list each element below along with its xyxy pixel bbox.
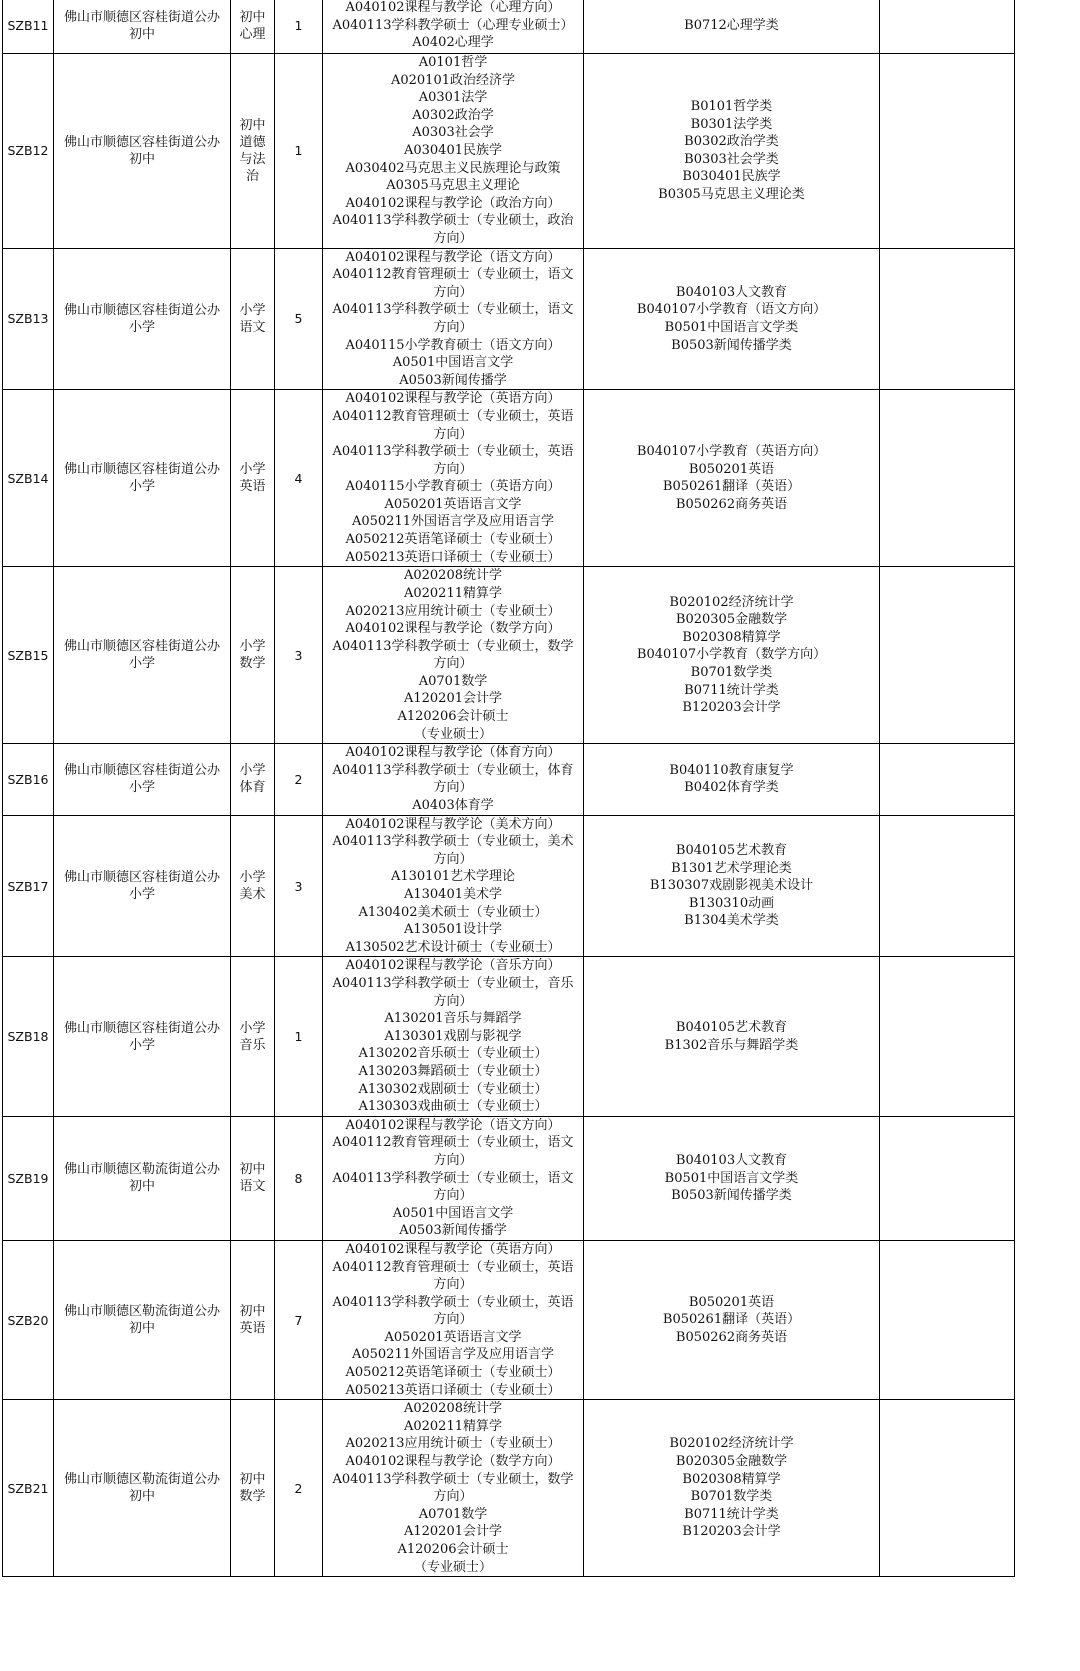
cell-line: B040103人文教育 — [675, 1152, 788, 1168]
cell-line: B040107小学教育（数学方向） — [636, 647, 827, 663]
cell-line: A0503新闻传播学 — [399, 1223, 507, 1239]
remarks-cell — [880, 567, 1015, 744]
cell-line: 佛山市顺德区勒流街道公办 — [63, 1162, 220, 1178]
cell-line: A0301法学 — [418, 90, 488, 106]
remarks-cell — [880, 957, 1015, 1116]
cell-line: A130203舞蹈硕士（专业硕士） — [358, 1063, 548, 1079]
cell-line: 小学 — [128, 1037, 155, 1053]
cell-line: B120203会计学 — [682, 700, 781, 716]
cell-line: B040107小学教育（语文方向） — [636, 302, 827, 318]
cell-line: B0402体育学类 — [684, 780, 779, 796]
cell-line: A0501中国语言文学 — [392, 355, 514, 371]
cell-line: A040102课程与教学论（心理方向） — [345, 0, 561, 16]
table-row — [3, 248, 1015, 390]
position-code-cell: SZB12 — [3, 54, 54, 249]
employer-cell — [54, 248, 231, 390]
cell-line: 数学 — [239, 656, 266, 672]
cell-line: B020102经济统计学 — [669, 1436, 794, 1452]
graduate-majors-cell — [323, 567, 584, 744]
cell-line: A050213英语口译硕士（专业硕士） — [345, 549, 561, 565]
cell-line: 小学 — [239, 639, 266, 655]
cell-line: 心理 — [239, 26, 266, 42]
cell-line: B0305马克思主义理论类 — [658, 186, 805, 202]
remarks-cell — [880, 744, 1015, 815]
cell-line: A040102课程与教学论（数学方向） — [345, 621, 561, 637]
cell-line: B020308精算学 — [682, 629, 781, 645]
employer-cell — [54, 390, 231, 567]
cell-line: A040113学科教学硕士（心理专业硕士） — [332, 17, 574, 33]
cell-line: A030402马克思主义民族理论与政策 — [345, 160, 561, 176]
cell-line: A0503新闻传播学 — [399, 372, 507, 388]
cell-line: 初中 — [239, 117, 266, 133]
position-code-cell: SZB13 — [3, 248, 54, 390]
cell-line: B050261翻译（英语） — [662, 479, 801, 495]
undergraduate-majors-cell — [584, 1116, 880, 1240]
cell-line: B040105艺术教育 — [675, 843, 788, 859]
table-row — [3, 1240, 1015, 1399]
graduate-majors-cell — [323, 957, 584, 1116]
cell-line: A050211外国语言学及应用语言学 — [351, 514, 554, 530]
graduate-majors-cell — [323, 1240, 584, 1399]
cell-line: A120201会计学 — [403, 1524, 502, 1540]
remarks-cell — [880, 54, 1015, 249]
cell-line: 佛山市顺德区容桂街道公办 — [63, 134, 220, 150]
cell-line: B020305金融数学 — [675, 1454, 788, 1470]
cell-line: B050201英语 — [688, 1294, 775, 1310]
graduate-majors-cell — [323, 744, 584, 815]
cell-line: 佛山市顺德区容桂街道公办 — [63, 1020, 220, 1036]
cell-line: A040113学科教学硕士（专业硕士，语文 — [332, 1170, 574, 1186]
cell-line: 小学 — [239, 462, 266, 478]
cell-line: A040102课程与教学论（体育方向） — [345, 745, 561, 761]
cell-line: B040103人文教育 — [675, 284, 788, 300]
cell-line: B0712心理学类 — [684, 17, 779, 33]
cell-line: 方向） — [433, 426, 473, 442]
cell-line: B020305金融数学 — [675, 612, 788, 628]
cell-line: 初中 — [128, 1321, 155, 1337]
cell-line: A0302政治学 — [412, 107, 494, 123]
remarks-cell — [880, 390, 1015, 567]
cell-line: B0101哲学类 — [690, 98, 773, 114]
position-code-cell: SZB21 — [3, 1400, 54, 1577]
cell-line: A050213英语口译硕士（专业硕士） — [345, 1382, 561, 1398]
cell-line: B040110教育康复学 — [669, 762, 794, 778]
subject-cell — [231, 248, 275, 390]
undergraduate-majors-cell — [584, 54, 880, 249]
cell-line: A020208统计学 — [403, 1401, 502, 1417]
cell-line: A040112教育管理硕士（专业硕士，英语 — [332, 1259, 574, 1275]
cell-line: B0501中国语言文学类 — [664, 1170, 799, 1186]
cell-line: A040115小学教育硕士（语文方向） — [345, 337, 561, 353]
cell-line: A040113学科教学硕士（专业硕士，英语 — [332, 1294, 574, 1310]
cell-line: B0503新闻传播学类 — [671, 1188, 792, 1204]
position-code-cell: SZB20 — [3, 1240, 54, 1399]
cell-line: A040113学科教学硕士（专业硕士，数学 — [332, 638, 574, 654]
subject-cell — [231, 54, 275, 249]
employer-cell — [54, 815, 231, 957]
cell-line: 方向） — [433, 993, 473, 1009]
table-body — [3, 0, 1015, 1577]
cell-line: A040102课程与教学论（语文方向） — [345, 249, 561, 265]
subject-cell — [231, 567, 275, 744]
cell-line: 初中 — [128, 151, 155, 167]
cell-line: A040102课程与教学论（数学方向） — [345, 1454, 561, 1470]
cell-line: B040105艺术教育 — [675, 1019, 788, 1035]
cell-line: A030401民族学 — [403, 142, 502, 158]
headcount-cell: 1 — [275, 0, 323, 54]
cell-line: 美术 — [239, 887, 266, 903]
cell-line: B1304美术学类 — [684, 913, 779, 929]
cell-line: 小学 — [239, 763, 266, 779]
table-row — [3, 1400, 1015, 1577]
headcount-cell: 2 — [275, 744, 323, 815]
cell-line: A0305马克思主义理论 — [386, 178, 520, 194]
cell-line: A040102课程与教学论（语文方向） — [345, 1117, 561, 1133]
cell-line: A130401美术学 — [403, 887, 502, 903]
cell-line: A120206会计硕士 — [397, 1542, 509, 1558]
cell-line: A050201英语语言文学 — [384, 1329, 522, 1345]
graduate-majors-cell — [323, 390, 584, 567]
cell-line: A050201英语语言文学 — [384, 496, 522, 512]
cell-line: 小学 — [239, 870, 266, 886]
cell-line: B020308精算学 — [682, 1471, 781, 1487]
cell-line: A040113学科教学硕士（专业硕士，政治 — [332, 213, 574, 229]
cell-line: 佛山市顺德区容桂街道公办 — [63, 870, 220, 886]
cell-line: B050262商务英语 — [675, 496, 788, 512]
cell-line: 方向） — [433, 319, 473, 335]
cell-line: 与法 — [239, 151, 266, 167]
table-row — [3, 957, 1015, 1116]
cell-line: 佛山市顺德区勒流街道公办 — [63, 1472, 220, 1488]
cell-line: A040112教育管理硕士（专业硕士，语文 — [332, 267, 574, 283]
cell-line: 方向） — [433, 1277, 473, 1293]
cell-line: A130402美术硕士（专业硕士） — [358, 904, 548, 920]
cell-line: B0302政治学类 — [684, 134, 779, 150]
cell-line: A040113学科教学硕士（专业硕士，美术 — [332, 834, 574, 850]
cell-line: B0303社会学类 — [684, 151, 779, 167]
cell-line: B040107小学教育（英语方向） — [636, 444, 827, 460]
cell-line: 初中 — [128, 1179, 155, 1195]
position-code-cell: SZB14 — [3, 390, 54, 567]
cell-line: 方向） — [433, 230, 473, 246]
cell-line: 小学 — [128, 780, 155, 796]
cell-line: B130310动画 — [688, 895, 775, 911]
employer-cell — [54, 957, 231, 1116]
table-row — [3, 390, 1015, 567]
cell-line: B0701数学类 — [690, 665, 773, 681]
remarks-cell — [880, 815, 1015, 957]
headcount-cell: 4 — [275, 390, 323, 567]
cell-line: A040102课程与教学论（音乐方向） — [345, 958, 561, 974]
subject-cell — [231, 744, 275, 815]
employer-cell — [54, 744, 231, 815]
remarks-cell — [880, 1240, 1015, 1399]
cell-line: A050212英语笔译硕士（专业硕士） — [345, 1365, 561, 1381]
headcount-cell: 1 — [275, 957, 323, 1116]
subject-cell — [231, 1116, 275, 1240]
cell-line: A0403体育学 — [412, 798, 494, 814]
remarks-cell — [880, 1400, 1015, 1577]
cell-line: A0701数学 — [418, 1506, 488, 1522]
cell-line: B130307戏剧影视美术设计 — [649, 878, 814, 894]
cell-line: （专业硕士） — [413, 1559, 492, 1575]
cell-line: B030401民族学 — [682, 169, 781, 185]
cell-line: 语文 — [239, 319, 266, 335]
cell-line: 方向） — [433, 1188, 473, 1204]
cell-line: A0501中国语言文学 — [392, 1205, 514, 1221]
cell-line: A020213应用统计硕士（专业硕士） — [345, 1436, 561, 1452]
cell-line: A130502艺术设计硕士（专业硕士） — [345, 939, 561, 955]
cell-line: A120206会计硕士 — [397, 709, 509, 725]
remarks-cell — [880, 0, 1015, 54]
headcount-cell: 3 — [275, 567, 323, 744]
cell-line: 初中 — [239, 1162, 266, 1178]
cell-line: 初中 — [239, 1304, 266, 1320]
cell-line: A130101艺术学理论 — [390, 869, 515, 885]
cell-line: （专业硕士） — [413, 726, 492, 742]
table-row — [3, 815, 1015, 957]
table-row — [3, 567, 1015, 744]
table-row — [3, 54, 1015, 249]
cell-line: 初中 — [239, 1472, 266, 1488]
cell-line: A050211外国语言学及应用语言学 — [351, 1347, 554, 1363]
cell-line: A040102课程与教学论（英语方向） — [345, 1241, 561, 1257]
cell-line: A020211精算学 — [403, 1418, 502, 1434]
headcount-cell: 5 — [275, 248, 323, 390]
table-row — [3, 1116, 1015, 1240]
cell-line: 小学 — [128, 887, 155, 903]
cell-line: B050201英语 — [688, 461, 775, 477]
employer-cell — [54, 1400, 231, 1577]
cell-line: 小学 — [128, 319, 155, 335]
position-code-cell: SZB17 — [3, 815, 54, 957]
undergraduate-majors-cell — [584, 815, 880, 957]
cell-line: 治 — [245, 168, 259, 184]
cell-line: A130301戏剧与影视学 — [384, 1028, 522, 1044]
graduate-majors-cell — [323, 248, 584, 390]
cell-line: 佛山市顺德区勒流街道公办 — [63, 1304, 220, 1320]
undergraduate-majors-cell — [584, 1240, 880, 1399]
cell-line: 小学 — [239, 302, 266, 318]
cell-line: A130501设计学 — [403, 922, 502, 938]
position-code-cell: SZB11 — [3, 0, 54, 54]
graduate-majors-cell — [323, 1400, 584, 1577]
cell-line: B0711统计学类 — [684, 1506, 779, 1522]
cell-line: B050261翻译（英语） — [662, 1312, 801, 1328]
cell-line: A130201音乐与舞蹈学 — [384, 1011, 522, 1027]
employer-cell — [54, 0, 231, 54]
cell-line: 佛山市顺德区容桂街道公办 — [63, 462, 220, 478]
cell-line: A040113学科教学硕士（专业硕士，体育 — [332, 762, 574, 778]
cell-line: A040112教育管理硕士（专业硕士，语文 — [332, 1135, 574, 1151]
cell-line: A040113学科教学硕士（专业硕士，英语 — [332, 444, 574, 460]
cell-line: A050212英语笔译硕士（专业硕士） — [345, 532, 561, 548]
undergraduate-majors-cell — [584, 744, 880, 815]
cell-line: 初中 — [128, 1489, 155, 1505]
graduate-majors-cell — [323, 815, 584, 957]
employer-cell — [54, 54, 231, 249]
graduate-majors-cell — [323, 54, 584, 249]
headcount-cell: 2 — [275, 1400, 323, 1577]
cell-line: 方向） — [433, 656, 473, 672]
headcount-cell: 8 — [275, 1116, 323, 1240]
cell-line: A020213应用统计硕士（专业硕士） — [345, 603, 561, 619]
cell-line: 方向） — [433, 780, 473, 796]
cell-line: 方向） — [433, 284, 473, 300]
employer-cell — [54, 1116, 231, 1240]
cell-line: 语文 — [239, 1179, 266, 1195]
undergraduate-majors-cell — [584, 0, 880, 54]
cell-line: A040112教育管理硕士（专业硕士，英语 — [332, 408, 574, 424]
cell-line: 小学 — [128, 479, 155, 495]
position-code-cell: SZB15 — [3, 567, 54, 744]
cell-line: A020101政治经济学 — [390, 72, 515, 88]
cell-line: 英语 — [239, 1321, 266, 1337]
undergraduate-majors-cell — [584, 957, 880, 1116]
remarks-cell — [880, 1116, 1015, 1240]
cell-line: 英语 — [239, 479, 266, 495]
cell-line: 方向） — [433, 1152, 473, 1168]
cell-line: A0101哲学 — [418, 55, 488, 70]
cell-line: A040115小学教育硕士（英语方向） — [345, 479, 561, 495]
cell-line: A040113学科教学硕士（专业硕士，语文 — [332, 302, 574, 318]
cell-line: B0711统计学类 — [684, 682, 779, 698]
recruitment-table — [2, 0, 1015, 1577]
cell-line: B1302音乐与舞蹈学类 — [664, 1037, 799, 1053]
table-row — [3, 744, 1015, 815]
cell-line: A120201会计学 — [403, 691, 502, 707]
cell-line: A020208统计学 — [403, 568, 502, 584]
cell-line: B050262商务英语 — [675, 1329, 788, 1345]
cell-line: B120203会计学 — [682, 1524, 781, 1540]
cell-line: 小学 — [239, 1020, 266, 1036]
cell-line: A040102课程与教学论（美术方向） — [345, 816, 561, 832]
employer-cell — [54, 567, 231, 744]
cell-line: 初中 — [128, 26, 155, 42]
cell-line: 小学 — [128, 656, 155, 672]
cell-line: B020102经济统计学 — [669, 594, 794, 610]
subject-cell — [231, 1240, 275, 1399]
position-code-cell: SZB18 — [3, 957, 54, 1116]
graduate-majors-cell — [323, 0, 584, 54]
undergraduate-majors-cell — [584, 248, 880, 390]
cell-line: B0701数学类 — [690, 1489, 773, 1505]
cell-line: B0301法学类 — [690, 116, 773, 132]
headcount-cell: 7 — [275, 1240, 323, 1399]
cell-line: A040102课程与教学论（英语方向） — [345, 391, 561, 407]
cell-line: A130303戏曲硕士（专业硕士） — [358, 1099, 548, 1115]
cell-line: 佛山市顺德区容桂街道公办 — [63, 763, 220, 779]
cell-line: 方向） — [433, 851, 473, 867]
undergraduate-majors-cell — [584, 1400, 880, 1577]
position-code-cell: SZB19 — [3, 1116, 54, 1240]
cell-line: 方向） — [433, 1312, 473, 1328]
subject-cell — [231, 1400, 275, 1577]
subject-cell — [231, 957, 275, 1116]
cell-line: 道德 — [239, 134, 266, 150]
cell-line: 音乐 — [239, 1037, 266, 1053]
table-row — [3, 0, 1015, 54]
cell-line: 方向） — [433, 461, 473, 477]
cell-line: A0402心理学 — [412, 35, 494, 51]
cell-line: 体育 — [239, 780, 266, 796]
cell-line: B0503新闻传播学类 — [671, 337, 792, 353]
cell-line: 数学 — [239, 1489, 266, 1505]
cell-line: 初中 — [239, 9, 266, 25]
cell-line: B0501中国语言文学类 — [664, 319, 799, 335]
undergraduate-majors-cell — [584, 390, 880, 567]
cell-line: 佛山市顺德区容桂街道公办 — [63, 639, 220, 655]
undergraduate-majors-cell — [584, 567, 880, 744]
cell-line: B1301艺术学理论类 — [671, 860, 792, 876]
remarks-cell — [880, 248, 1015, 390]
cell-line: A040113学科教学硕士（专业硕士，音乐 — [332, 976, 574, 991]
cell-line: A0303社会学 — [412, 125, 494, 141]
subject-cell — [231, 0, 275, 54]
cell-line: 方向） — [433, 1489, 473, 1505]
cell-line: A130202音乐硕士（专业硕士） — [358, 1046, 548, 1062]
cell-line: A020211精算学 — [403, 585, 502, 601]
cell-line: A040102课程与教学论（政治方向） — [345, 195, 561, 211]
cell-line: 佛山市顺德区容桂街道公办 — [63, 302, 220, 318]
headcount-cell: 3 — [275, 815, 323, 957]
cell-line: 佛山市顺德区容桂街道公办 — [63, 9, 220, 25]
cell-line: A130302戏剧硕士（专业硕士） — [358, 1081, 548, 1097]
subject-cell — [231, 815, 275, 957]
headcount-cell: 1 — [275, 54, 323, 249]
employer-cell — [54, 1240, 231, 1399]
subject-cell — [231, 390, 275, 567]
graduate-majors-cell — [323, 1116, 584, 1240]
position-code-cell: SZB16 — [3, 744, 54, 815]
cell-line: A0701数学 — [418, 673, 488, 689]
cell-line: A040113学科教学硕士（专业硕士，数学 — [332, 1471, 574, 1487]
